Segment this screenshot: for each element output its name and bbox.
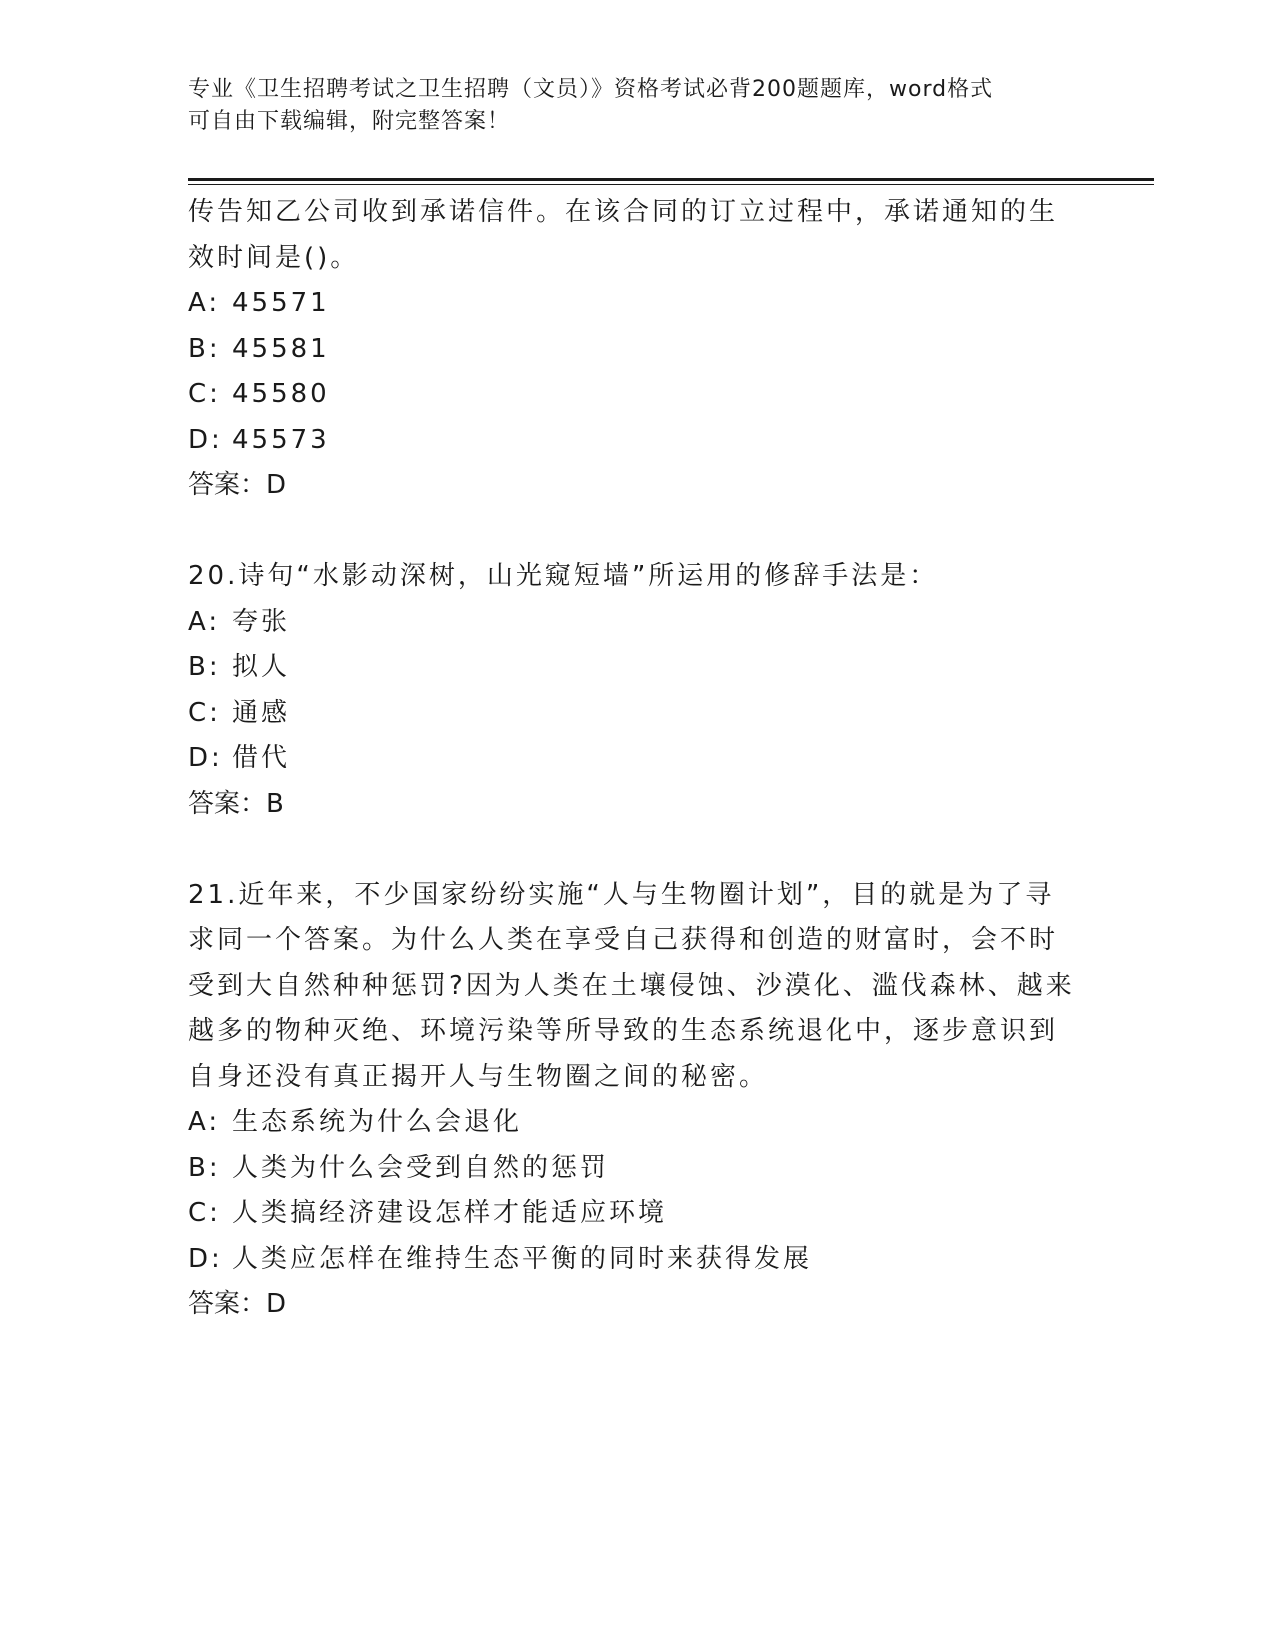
option-text: 生态系统为什么会退化	[232, 1107, 523, 1137]
question-text-line: 求同一个答案。为什么人类在享受自己获得和创造的财富时，会不时	[188, 925, 1059, 955]
option-text: 夸张	[232, 606, 291, 637]
option-text: 45571	[232, 288, 330, 318]
spacer	[188, 509, 1088, 555]
answer-line: 答案：D	[188, 470, 287, 500]
option-a	[188, 1100, 1088, 1146]
option-label: C:	[188, 697, 221, 728]
option-d	[188, 418, 1088, 464]
option-c	[188, 1191, 1088, 1237]
option-label: D:	[188, 424, 223, 455]
question-text-line: 20.诗句“水影动深树，山光窥短墙”所运用的修辞手法是：	[188, 561, 939, 591]
option-d	[188, 736, 1088, 782]
answer-line: 答案：D	[188, 1289, 287, 1319]
option-label: A:	[188, 606, 221, 637]
question-21	[188, 873, 1088, 1328]
question-text-line: 越多的物种灭绝、环境污染等所导致的生态系统退化中，逐步意识到	[188, 1016, 1059, 1046]
header-divider-thin	[188, 184, 1154, 185]
header-divider-thick	[188, 178, 1154, 181]
question-text-line: 受到大自然种种惩罚?因为人类在土壤侵蚀、沙漠化、滥伐森林、越来	[188, 970, 1075, 1001]
question-list	[188, 190, 1088, 1328]
option-text: 通感	[232, 697, 291, 728]
option-text: 人类应怎样在维持生态平衡的同时来获得发展	[232, 1243, 813, 1274]
question-20	[188, 554, 1088, 827]
question-text-line: 传告知乙公司收到承诺信件。在该合同的订立过程中，承诺通知的生	[188, 197, 1059, 227]
option-label: C:	[188, 379, 221, 409]
header-title-line-1: 专业《卫生招聘考试之卫生招聘（文员）》资格考试必背200题题库，word格式	[188, 77, 994, 102]
option-label: C:	[188, 1198, 221, 1228]
answer-line: 答案：B	[188, 788, 284, 819]
question-text-line: 效时间是()。	[188, 242, 360, 273]
option-label: A:	[188, 288, 221, 318]
option-a	[188, 600, 1088, 646]
option-b	[188, 645, 1088, 691]
option-label: B:	[188, 652, 221, 682]
document-header	[188, 74, 1088, 138]
option-text: 借代	[232, 743, 291, 773]
question-19	[188, 190, 1088, 509]
option-label: A:	[188, 1107, 221, 1137]
option-text: 拟人	[232, 652, 291, 682]
option-d	[188, 1237, 1088, 1283]
option-text: 人类为什么会受到自然的惩罚	[232, 1152, 610, 1183]
option-b	[188, 327, 1088, 373]
option-text: 人类搞经济建设怎样才能适应环境	[232, 1198, 668, 1228]
option-label: B:	[188, 333, 221, 364]
option-a	[188, 281, 1088, 327]
option-text: 45581	[232, 333, 330, 364]
option-label: D:	[188, 1243, 223, 1274]
option-text: 45573	[232, 424, 330, 455]
option-text: 45580	[232, 379, 330, 409]
option-c	[188, 372, 1088, 418]
option-b	[188, 1146, 1088, 1192]
option-c	[188, 691, 1088, 737]
spacer	[188, 827, 1088, 873]
option-label: B:	[188, 1152, 221, 1183]
question-text-line: 自身还没有真正揭开人与生物圈之间的秘密。	[188, 1061, 769, 1092]
option-label: D:	[188, 743, 223, 773]
question-text-line: 21.近年来，不少国家纷纷实施“人与生物圈计划”，目的就是为了寻	[188, 879, 1055, 910]
header-title-line-2: 可自由下载编辑，附完整答案！	[188, 109, 511, 134]
